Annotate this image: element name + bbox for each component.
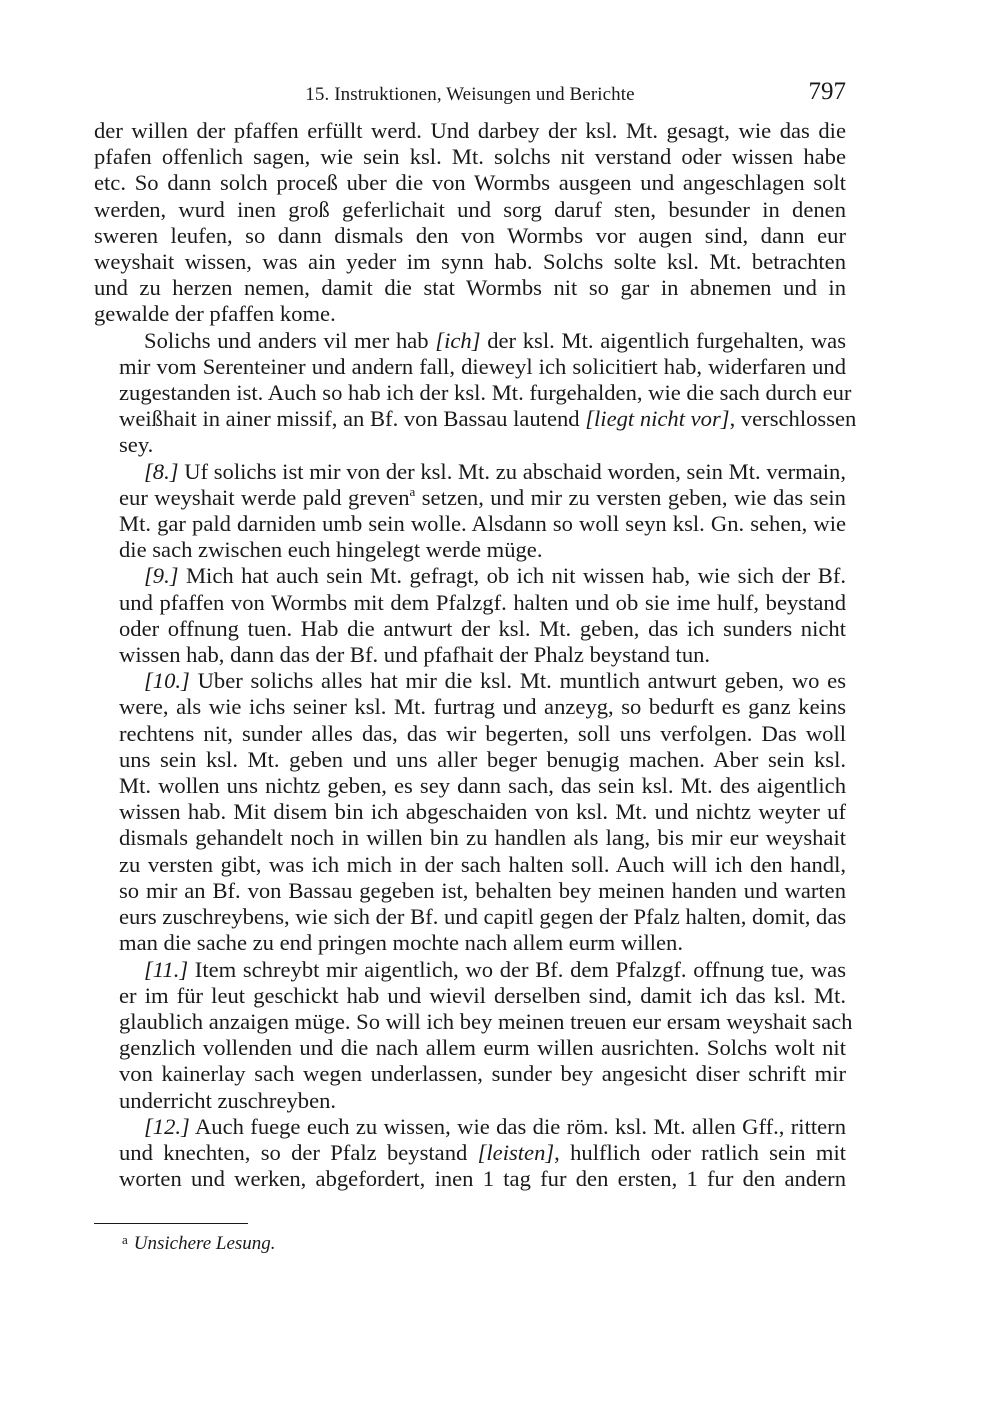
text-line: zugestanden ist. Auch so hab ich der ksl. Mt. furgehalden, wie die sach durch eur bbox=[119, 380, 852, 406]
text-line: worten und werken, abgefordert, inen 1 tag fur den ersten, 1 fur den andern bbox=[119, 1166, 846, 1192]
text-line: wissen hab, dann das der Bf. und pfafhait der Phalz beystand tun. bbox=[119, 642, 711, 668]
text-line: die sach zwischen euch hingelegt werde müge. bbox=[119, 537, 543, 563]
text-line: [10.] Uber solichs alles hat mir die ksl. Mt. muntlich antwurt geben, wo es bbox=[144, 668, 846, 694]
text-line: und pfaffen von Wormbs mit dem Pfalzgf. halten und ob sie ime hulf, beystand bbox=[119, 589, 846, 615]
text-line: wissen hab. Mit disem bin ich abgeschaiden von ksl. Mt. und nichtz weyter uf bbox=[119, 799, 846, 825]
paragraph-12 bbox=[94, 1114, 846, 1193]
section-number: [10.] bbox=[144, 668, 190, 694]
section-number: [9.] bbox=[144, 563, 179, 589]
paragraph-8 bbox=[94, 459, 846, 564]
section-number: [11.] bbox=[144, 956, 189, 982]
footnote-reference[interactable]: a bbox=[409, 483, 416, 499]
text-line: er im für leut geschickt hab und wievil derselben sind, damit ich das ksl. Mt. bbox=[119, 982, 846, 1008]
paragraph-1 bbox=[94, 118, 846, 328]
paragraph-9 bbox=[94, 563, 846, 668]
text-line: [11.] Item schreybt mir aigentlich, wo der Bf. dem Pfalzgf. offnung tue, was bbox=[144, 956, 846, 982]
text-line: mir vom Serenteiner und andern fall, dieweyl ich solicitiert hab, widerfaren und bbox=[119, 353, 846, 379]
text-line: eur weyshait werde pald greven$^a$ setzen, und mir zu versten geben, wie das sein bbox=[119, 483, 846, 510]
paragraph-10 bbox=[94, 668, 846, 956]
text-line: etc. So dann solch proceß uber die von Wormbs ausgeen und angeschlagen solt bbox=[94, 170, 846, 196]
text-line: glaublich anzaigen müge. So will ich bey meinen treuen eur ersam weyshait sach bbox=[119, 1008, 853, 1034]
text-line: [9.] Mich hat auch sein Mt. gefragt, ob ich nit wissen hab, wie sich der Bf. bbox=[144, 563, 846, 589]
text-line: gewalde der pfaffen kome. bbox=[94, 301, 336, 327]
text-line: man die sache zu end pringen mochte nach allem eurm willen. bbox=[119, 930, 684, 956]
body-text bbox=[94, 118, 857, 1192]
running-title: 15. Instruktionen, Weisungen und Berichte bbox=[305, 84, 635, 105]
text-line: [12.] Auch fuege euch zu wissen, wie das die röm. ksl. Mt. allen Gff., rittern bbox=[144, 1113, 846, 1139]
text-line: eurs zuschreybens, wie sich der Bf. und capitl gegen der Pfalz halten, domit, das bbox=[119, 904, 847, 930]
text-line: und zu herzen nemen, damit die stat Wormbs nit so gar in abnemen und in bbox=[94, 275, 846, 301]
text-line: zu versten gibt, was ich mich in der sach halten soll. Auch will ich den handl, bbox=[119, 851, 846, 877]
text-line: pfafen offenlich sagen, wie sein ksl. Mt. solchs nit verstand oder wissen habe bbox=[94, 144, 846, 170]
text-line: were, als wie ichs seiner ksl. Mt. furtrag und anzeyg, so bedurft es ganz keins bbox=[119, 694, 846, 720]
text-line: Solichs und anders vil mer hab [ich] der ksl. Mt. aigentlich furgehalten, was bbox=[144, 327, 846, 353]
text-line: sweren leufen, so dann dismals den von Wormbs vor augen sind, dann eur bbox=[94, 222, 846, 248]
section-number: [12.] bbox=[144, 1113, 190, 1139]
editorial-note: [liegt nicht vor] bbox=[585, 406, 730, 432]
text-line: Mt. wollen uns nichtz geben, es sey dann sach, das sein ksl. Mt. des aigentlich bbox=[119, 773, 846, 799]
text-line: [8.] Uf solichs ist mir von der ksl. Mt. zu abschaid worden, sein Mt. vermain, bbox=[144, 458, 846, 484]
text-line: weyshait wissen, was ain yeder im synn hab. Solchs solte ksl. Mt. betrachten bbox=[94, 249, 846, 275]
text-line: oder offnung tuen. Hab die antwurt der ksl. Mt. geben, das ich sunders nicht bbox=[119, 615, 846, 641]
text-line: von kainerlay sach wegen underlassen, sunder bey angesicht diser schrift mir bbox=[119, 1061, 846, 1087]
editorial-insertion: [ich] bbox=[435, 327, 481, 353]
text-line: der willen der pfaffen erfüllt werd. Und darbey der ksl. Mt. gesagt, wie das die bbox=[94, 118, 846, 143]
footnote-text: Unsichere Lesung. bbox=[133, 1233, 276, 1254]
editorial-insertion: [leisten] bbox=[477, 1139, 555, 1165]
paragraph-2 bbox=[94, 327, 857, 459]
text-line: genzlich vollenden und die nach allem eurm willen ausrichten. Solchs wolt nit bbox=[119, 1035, 846, 1061]
page-number: 797 bbox=[808, 78, 846, 105]
text-line: weißhait in ainer missif, an Bf. von Bassau lautend [liegt nicht vor], verschlossen bbox=[119, 406, 857, 432]
text-line: und knechten, so der Pfalz beystand [leisten], hulflich oder ratlich sein mit bbox=[119, 1139, 846, 1165]
text-line: underricht zuschreyben. bbox=[119, 1087, 337, 1113]
footnote-divider bbox=[94, 1223, 248, 1224]
text-line: so mir an Bf. von Bassau gegeben ist, behalten bey meinen handen und warten bbox=[119, 877, 846, 903]
footnote-mark: a bbox=[122, 1232, 128, 1247]
text-line: werden, wurd inen groß geferlichait und sorg daruf sten, besunder in denen bbox=[94, 196, 846, 222]
paragraph-11 bbox=[94, 956, 853, 1114]
text-line: rechtens nit, sunder alles das, das wir begerten, soll uns verfolgen. Das woll bbox=[119, 720, 846, 746]
text-line: uns sein ksl. Mt. geben und uns aller beger benugig machen. Aber sein ksl. bbox=[119, 746, 846, 772]
running-header bbox=[94, 78, 846, 110]
text-line: dismals gehandelt noch in willen bin zu handlen als lang, bis mir eur weyshait bbox=[119, 825, 846, 851]
text-line: sey. bbox=[119, 432, 154, 458]
text-line: Mt. gar pald darniden umb sein wolle. Alsdann so woll seyn ksl. Gn. sehen, wie bbox=[119, 511, 846, 537]
section-number: [8.] bbox=[144, 458, 179, 484]
footnote bbox=[122, 1228, 276, 1256]
